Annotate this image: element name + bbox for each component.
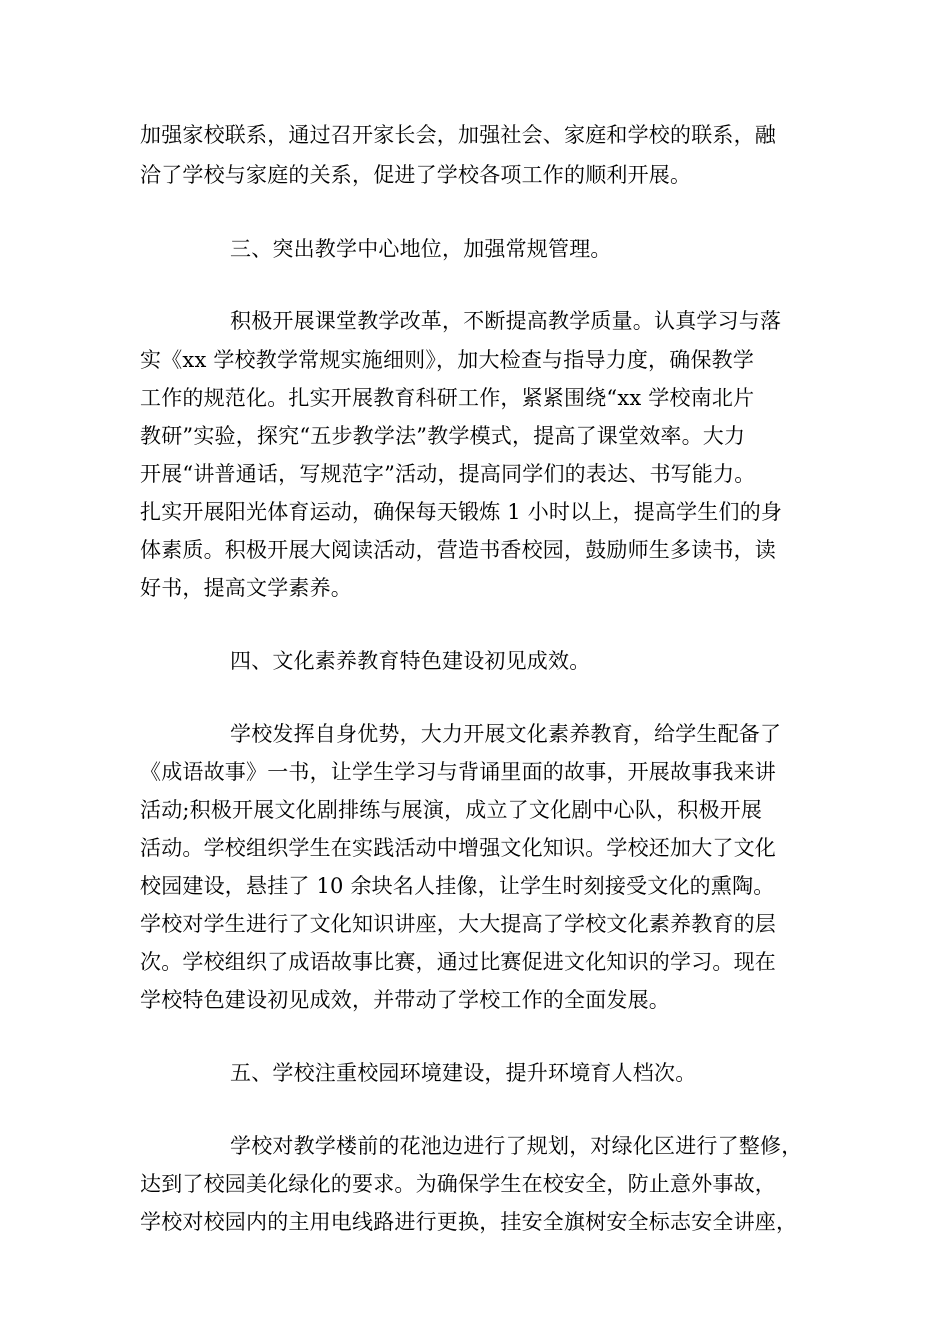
section-heading-3: 三、突出教学中心地位，加强常规管理。 bbox=[230, 237, 612, 261]
paragraph-line: 教研”实验，探究“五步教学法”教学模式，提高了课堂效率。大力 bbox=[140, 424, 746, 448]
paragraph-line: 学校对学生进行了文化知识讲座，大大提高了学校文化素养教育的层 bbox=[140, 912, 776, 936]
paragraph-line: 达到了校园美化绿化的要求。为确保学生在校安全，防止意外事故， bbox=[140, 1172, 776, 1196]
paragraph-line: 积极开展课堂教学改革，不断提高教学质量。认真学习与落 bbox=[230, 309, 782, 333]
paragraph-line: 活动;积极开展文化剧排练与展演，成立了文化剧中心队，积极开展 bbox=[140, 798, 763, 822]
paragraph-line: 好书，提高文学素养。 bbox=[140, 576, 352, 600]
paragraph-line: 校园建设，悬挂了 10 余块名人挂像，让学生时刻接受文化的熏陶。 bbox=[140, 874, 775, 898]
paragraph-line: 学校对教学楼前的花池边进行了规划，对绿化区进行了整修， bbox=[230, 1134, 803, 1158]
paragraph-line: 学校特色建设初见成效，并带动了学校工作的全面发展。 bbox=[140, 988, 670, 1012]
paragraph-line: 学校对校园内的主用电线路进行更换，挂安全旗树安全标志安全讲座， bbox=[140, 1210, 798, 1234]
paragraph-line: 加强家校联系，通过召开家长会，加强社会、家庭和学校的联系，融 bbox=[140, 123, 776, 147]
paragraph-line: 体素质。积极开展大阅读活动，营造书香校园，鼓励师生多读书，读 bbox=[140, 538, 776, 562]
paragraph-line: 学校发挥自身优势，大力开展文化素养教育，给学生配备了 bbox=[230, 722, 782, 746]
paragraph-line: 活动。学校组织学生在实践活动中增强文化知识。学校还加大了文化 bbox=[140, 836, 776, 860]
paragraph-line: 次。学校组织了成语故事比赛，通过比赛促进文化知识的学习。现在 bbox=[140, 950, 776, 974]
section-heading-4: 四、文化素养教育特色建设初见成效。 bbox=[230, 649, 591, 673]
paragraph-line: 实《xx 学校教学常规实施细则》，加大检查与指导力度，确保教学 bbox=[140, 348, 755, 372]
paragraph-line: 《成语故事》一书，让学生学习与背诵里面的故事，开展故事我来讲 bbox=[140, 760, 776, 784]
paragraph-line: 洽了学校与家庭的关系，促进了学校各项工作的顺利开展。 bbox=[140, 163, 692, 187]
section-heading-5: 五、学校注重校园环境建设，提升环境育人档次。 bbox=[230, 1061, 697, 1085]
paragraph-line: 开展“讲普通话，写规范字”活动，提高同学们的表达、书写能力。 bbox=[140, 462, 756, 486]
paragraph-line: 工作的规范化。扎实开展教育科研工作，紧紧围绕“xx 学校南北片 bbox=[140, 386, 755, 410]
paragraph-line: 扎实开展阳光体育运动，确保每天锻炼 1 小时以上，提高学生们的身 bbox=[140, 500, 783, 524]
